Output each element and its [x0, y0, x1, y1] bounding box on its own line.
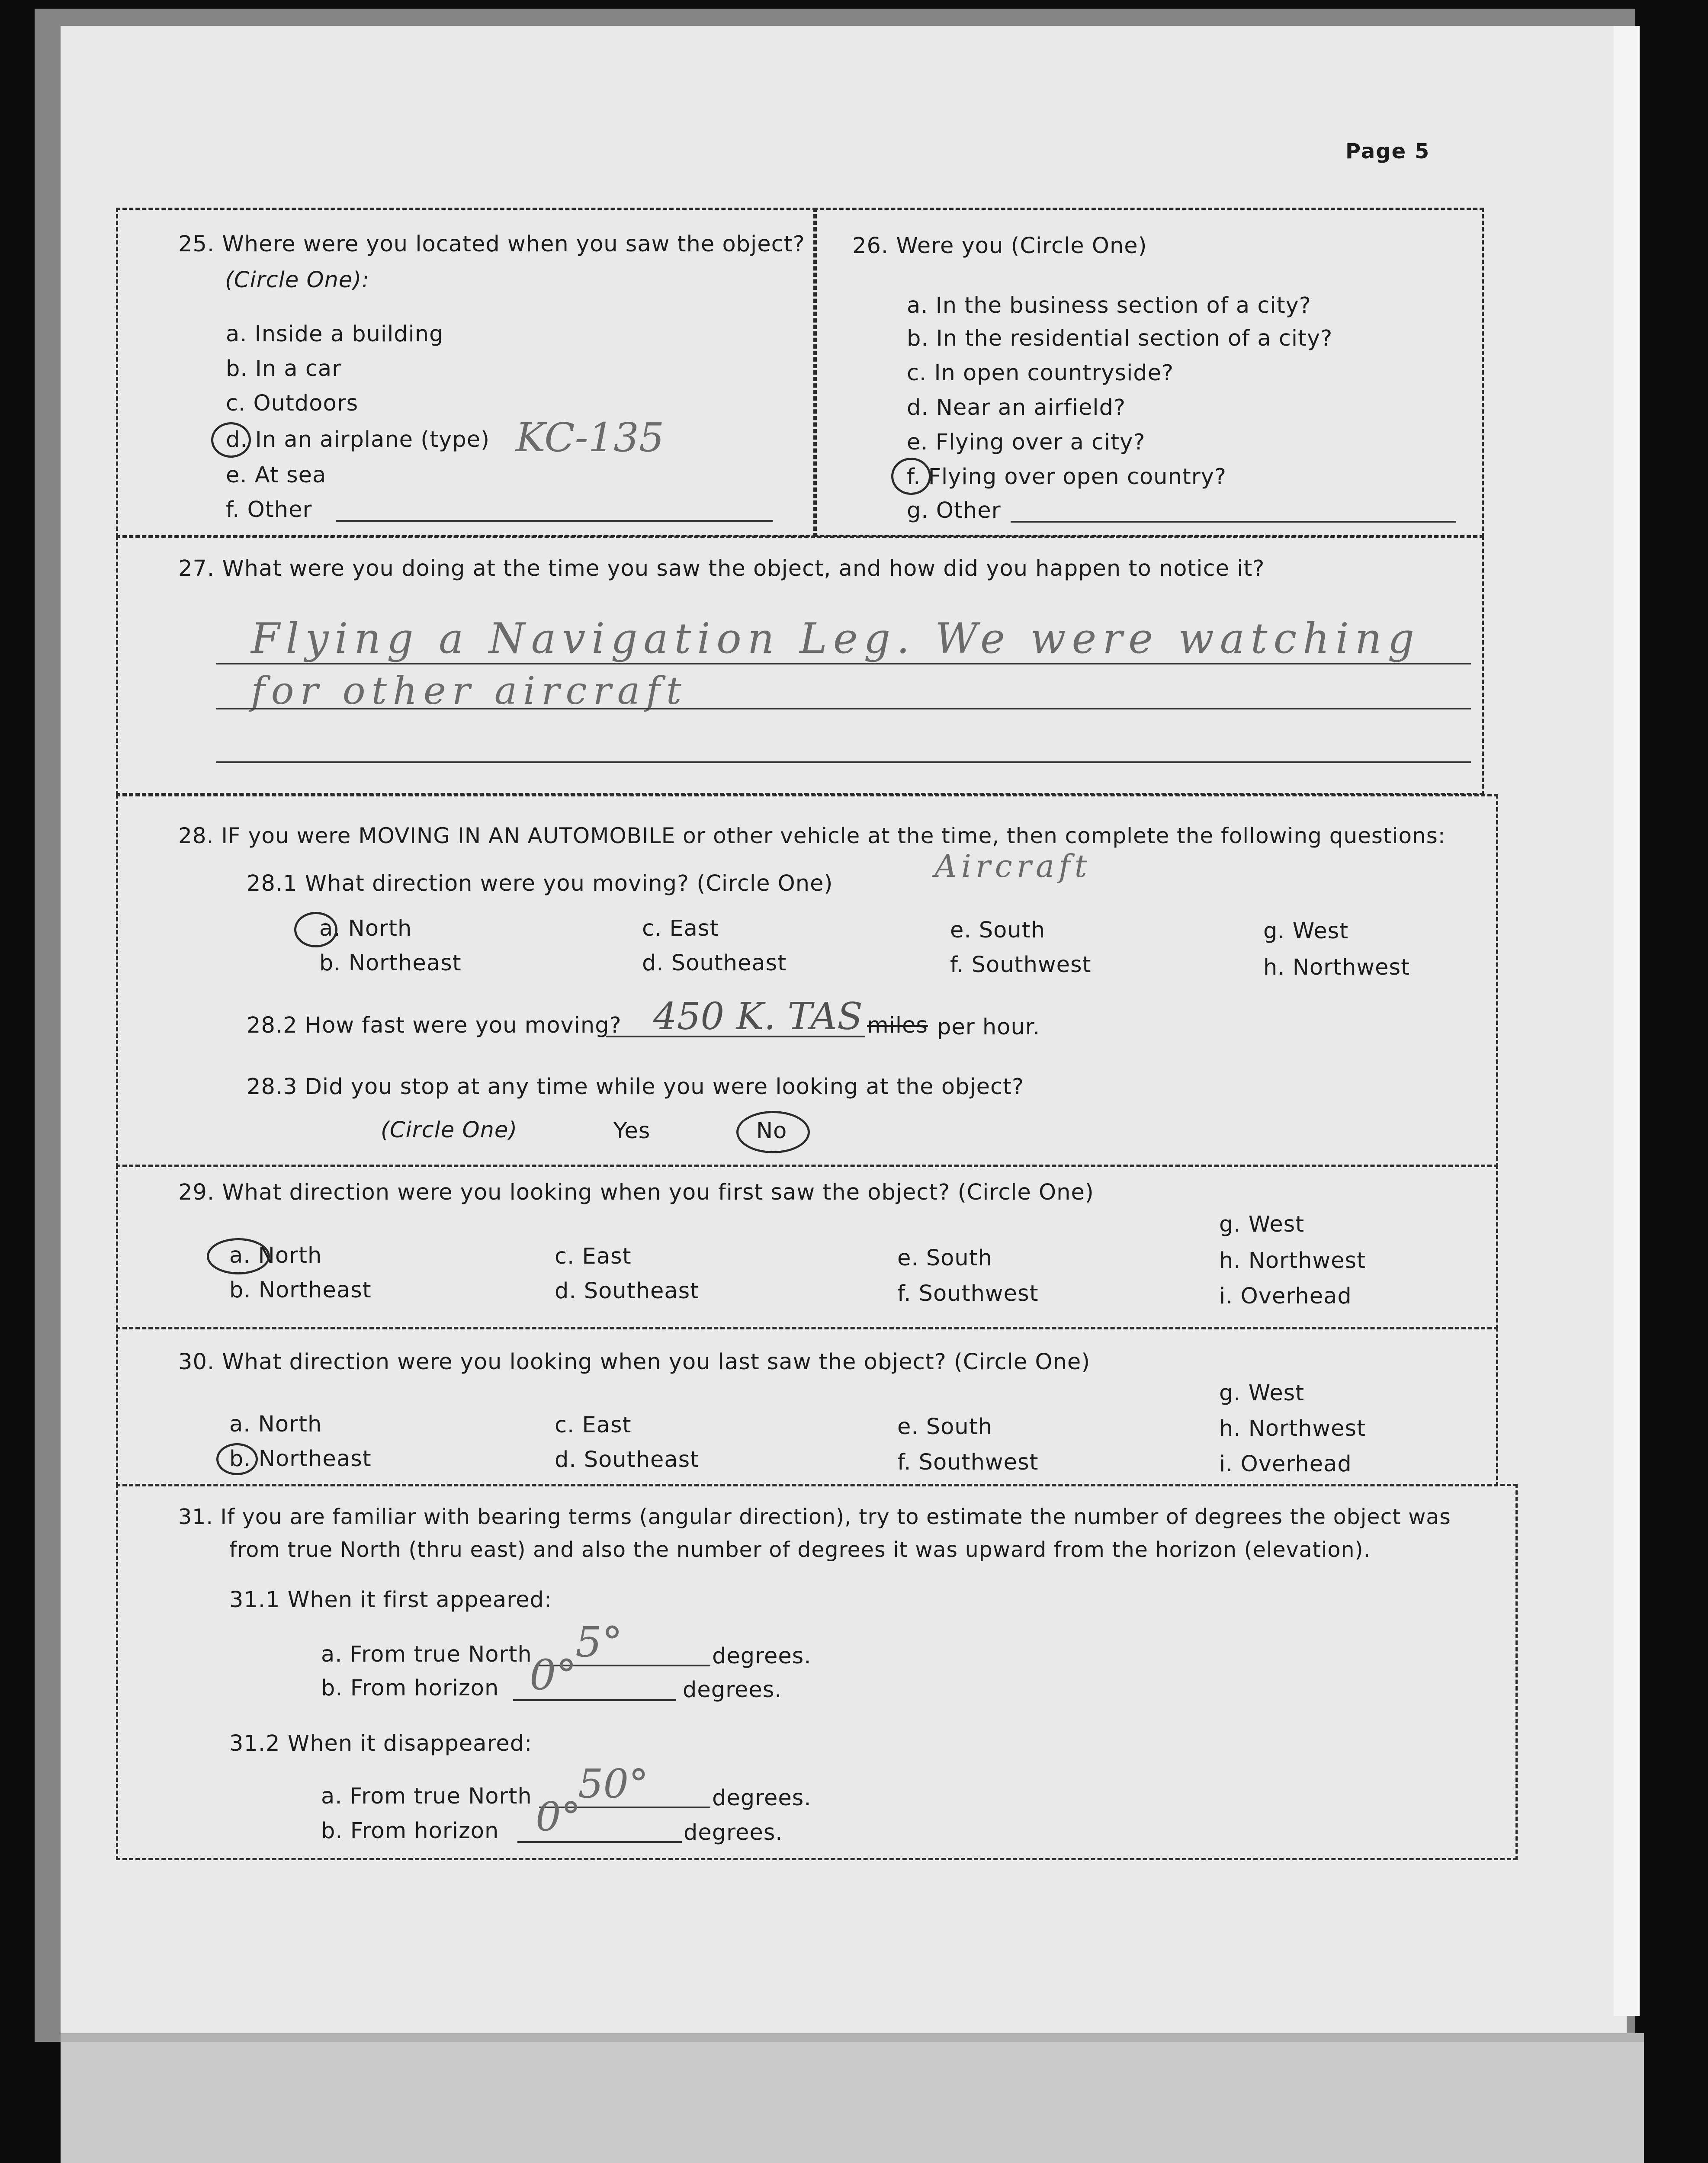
q31-1a-degrees: degrees.	[712, 1643, 812, 1669]
q30-option-f[interactable]: f. Southwest	[897, 1450, 1039, 1475]
q29-option-b[interactable]: b. Northeast	[229, 1277, 372, 1303]
q29-option-c[interactable]: c. East	[555, 1244, 632, 1269]
q25-option-b[interactable]: b. In a car	[226, 356, 342, 382]
q25-aircraft-type[interactable]: KC-135	[516, 414, 665, 461]
q28-dir-g[interactable]: g. West	[1263, 918, 1349, 944]
q27-line1	[216, 663, 1471, 664]
q29-option-a[interactable]: a. North	[229, 1243, 322, 1268]
q31-1b-value[interactable]: 0°	[530, 1651, 577, 1699]
q30-option-a[interactable]: a. North	[229, 1412, 322, 1437]
q26-option-f[interactable]: f. Flying over open country?	[907, 464, 1226, 490]
q28-dir-d[interactable]: d. Southeast	[642, 950, 787, 976]
q27-title: 27. What were you doing at the time you saw the object, and how did you happen to notice it?	[178, 556, 1265, 581]
q26-title: 26. Were you (Circle One)	[852, 233, 1147, 259]
q27-line3	[216, 761, 1471, 763]
q28-dir-e[interactable]: e. South	[950, 918, 1046, 943]
q28-aircraft-note[interactable]: Aircraft	[934, 848, 1092, 884]
q25-option-a[interactable]: a. Inside a building	[226, 321, 444, 347]
q28-2-question: 28.2 How fast were you moving?	[247, 1013, 622, 1038]
q26-option-a[interactable]: a. In the business section of a city?	[907, 293, 1311, 318]
q30-option-h[interactable]: h. Northwest	[1219, 1416, 1366, 1441]
q26-selection-circle	[891, 458, 931, 495]
q31-1b-degrees: degrees.	[683, 1677, 782, 1703]
q29-option-e[interactable]: e. South	[897, 1245, 993, 1271]
q31-2b-value[interactable]: 0°	[536, 1794, 581, 1840]
q29-option-f[interactable]: f. Southwest	[897, 1281, 1039, 1306]
q31-1a-value[interactable]: 5°	[575, 1618, 623, 1666]
q25-subtitle: (Circle One):	[225, 267, 370, 293]
q25-option-e[interactable]: e. At sea	[226, 462, 327, 488]
q25-option-f[interactable]: f. Other	[226, 497, 312, 523]
q26-option-d[interactable]: d. Near an airfield?	[907, 395, 1126, 420]
q29-title: 29. What direction were you looking when you first saw the object? (Circle One)	[178, 1180, 1094, 1205]
q31-2a-degrees: degrees.	[712, 1785, 812, 1811]
q29-option-g[interactable]: g. West	[1219, 1212, 1305, 1237]
q28-3-circle-one: (Circle One)	[381, 1117, 518, 1143]
q29-option-h[interactable]: h. Northwest	[1219, 1248, 1366, 1274]
q31-2a-value[interactable]: 50°	[578, 1761, 649, 1807]
q31-1a-label: a. From true North	[321, 1642, 532, 1667]
q31-2b-label: b. From horizon	[321, 1818, 499, 1844]
q30-selection-circle	[216, 1443, 258, 1475]
q31-instructions-line2: from true North (thru east) and also the number of degrees it was upward from the horizon (elevation).	[229, 1537, 1371, 1562]
q25-selection-circle	[211, 422, 251, 458]
q31-2a-label: a. From true North	[321, 1784, 532, 1809]
q26-option-c[interactable]: c. In open countryside?	[907, 360, 1174, 386]
q30-option-i[interactable]: i. Overhead	[1219, 1451, 1352, 1477]
q26-option-b[interactable]: b. In the residential section of a city?	[907, 326, 1333, 351]
q30-option-b[interactable]: b. Northeast	[229, 1446, 372, 1472]
q28-3-yes[interactable]: Yes	[613, 1118, 651, 1144]
q28-speed-value[interactable]: 450 K. TAS	[653, 995, 863, 1038]
q28-3-no-circle	[736, 1111, 810, 1153]
q28-dir-h[interactable]: h. Northwest	[1263, 955, 1410, 980]
q28-title: 28. IF you were MOVING IN AN AUTOMOBILE or other vehicle at the time, then complete the following questions:	[178, 823, 1446, 848]
q28-dir-f[interactable]: f. Southwest	[950, 952, 1092, 978]
q27-answer-line1[interactable]: Flying a Navigation Leg. We were watching	[251, 614, 1421, 663]
q31-1b-line	[513, 1699, 676, 1701]
q28-speed-line	[606, 1036, 865, 1037]
q30-title: 30. What direction were you looking when you last saw the object? (Circle One)	[178, 1349, 1091, 1375]
q28-direction-circle	[294, 912, 337, 947]
q31-1-label: 31.1 When it first appeared:	[229, 1587, 552, 1613]
q27-answer-line2[interactable]: for other aircraft	[251, 668, 688, 713]
q31-2-label: 31.2 When it disappeared:	[229, 1731, 533, 1756]
page-edge	[1614, 26, 1640, 2016]
q28-1-question: 28.1 What direction were you moving? (Circle One)	[247, 871, 833, 896]
q26-option-e[interactable]: e. Flying over a city?	[907, 430, 1146, 455]
q29-selection-circle	[207, 1238, 270, 1274]
q28-dir-b[interactable]: b. Northeast	[319, 950, 462, 976]
q31-2b-line	[517, 1841, 682, 1843]
q25-title: 25. Where were you located when you saw the object?	[178, 231, 805, 257]
q31-1b-label: b. From horizon	[321, 1675, 499, 1701]
q31-instructions-line1: 31. If you are familiar with bearing terms (angular direction), try to estimate the number of degrees the object was	[178, 1505, 1451, 1529]
q28-speed-suffix: per hour.	[937, 1014, 1040, 1040]
q25-option-c[interactable]: c. Outdoors	[226, 391, 359, 416]
q30-option-d[interactable]: d. Southeast	[555, 1447, 700, 1473]
q26-option-g[interactable]: g. Other	[907, 498, 1001, 523]
q25-other-line	[336, 520, 773, 522]
q31-2b-degrees: degrees.	[684, 1820, 783, 1845]
q28-3-no[interactable]: No	[756, 1118, 787, 1144]
q28-3-question: 28.3 Did you stop at any time while you were looking at the object?	[247, 1074, 1024, 1100]
q28-dir-a[interactable]: a. North	[319, 916, 412, 941]
q28-dir-c[interactable]: c. East	[642, 916, 719, 941]
q26-other-line	[1011, 521, 1456, 523]
q29-option-i[interactable]: i. Overhead	[1219, 1284, 1352, 1309]
q30-option-e[interactable]: e. South	[897, 1414, 993, 1440]
q25-option-d[interactable]: d. In an airplane (type)	[226, 427, 490, 452]
q30-option-c[interactable]: c. East	[555, 1412, 632, 1438]
scan-lower-area	[61, 2042, 1644, 2163]
page-number: Page 5	[1345, 139, 1430, 164]
q27-line2	[216, 708, 1471, 709]
q28-speed-unit: miles	[867, 1013, 928, 1038]
q30-option-g[interactable]: g. West	[1219, 1380, 1305, 1406]
q29-option-d[interactable]: d. Southeast	[555, 1278, 700, 1304]
